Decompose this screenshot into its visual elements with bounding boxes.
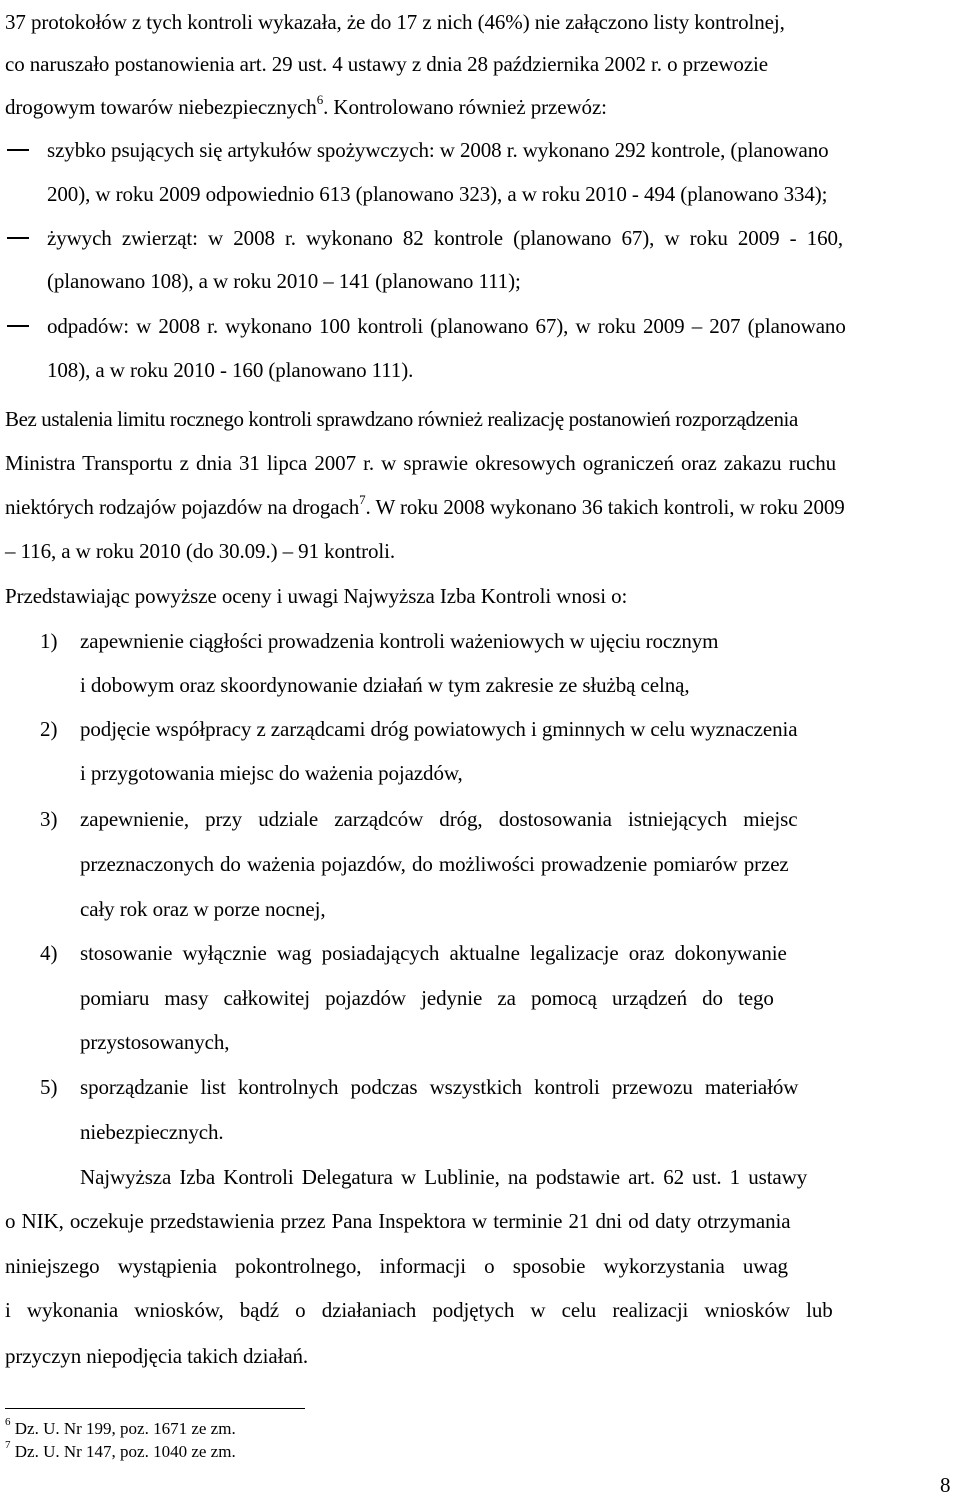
dash-bullet xyxy=(7,149,29,151)
text: . W roku 2008 wykonano 36 takich kontroli, w roku 2009 xyxy=(365,495,845,519)
paragraph-line xyxy=(5,493,845,521)
paragraph-line xyxy=(5,405,798,433)
bullet-line xyxy=(47,136,955,164)
footnote-number: 6 xyxy=(5,1416,11,1429)
list-item-line xyxy=(80,850,789,878)
bullet-line xyxy=(47,224,955,252)
paragraph-line xyxy=(5,449,836,477)
bullet-line xyxy=(47,267,521,295)
list-item-line xyxy=(80,671,689,699)
text: i wykonania wniosków, bądź o działaniach podjętych w celu realizacji wniosków lub xyxy=(5,1298,833,1322)
list-number: 5) xyxy=(40,1075,58,1099)
list-item-line xyxy=(80,1118,224,1146)
paragraph-line xyxy=(5,1252,788,1280)
text: żywych zwierząt: w 2008 r. wykonano 82 kontrole (planowano 67), w roku 2009 - 160, xyxy=(47,226,844,250)
text: odpadów: w 2008 r. wykonano 100 kontroli (planowano 67), w roku 2009 – 207 (planowano xyxy=(47,314,846,338)
text: Ministra Transportu z dnia 31 lipca 2007 r. w sprawie okresowych ograniczeń oraz zakazu ruchu xyxy=(5,451,837,475)
text: Najwyższa Izba Kontroli Delegatura w Lublinie, na podstawie art. 62 ust. 1 ustawy xyxy=(80,1165,808,1189)
dash-bullet xyxy=(7,237,29,239)
list-item-line xyxy=(80,627,955,655)
paragraph-line xyxy=(5,582,627,610)
text: Bez ustalenia limitu rocznego kontroli sprawdzano również realizację postanowień rozporządzenia xyxy=(5,407,798,431)
paragraph-line xyxy=(5,1296,833,1324)
text: zapewnienie ciągłości prowadzenia kontroli ważeniowych w ujęciu rocznym xyxy=(80,629,719,653)
dash-bullet xyxy=(7,325,29,327)
footnote-ref-6: 6 xyxy=(316,92,324,107)
page-number: 8 xyxy=(940,1473,951,1497)
footnote-6 xyxy=(5,1418,236,1440)
bullet-line xyxy=(47,312,955,340)
text: niektórych rodzajów pojazdów na drogach xyxy=(5,495,360,519)
text: niebezpiecznych. xyxy=(80,1120,224,1144)
text: (planowano 108), a w roku 2010 – 141 (planowano 111); xyxy=(47,269,521,293)
list-item-line xyxy=(80,759,463,787)
list-item-line xyxy=(80,1073,798,1101)
paragraph-line xyxy=(5,93,607,121)
footnote-ref-7: 7 xyxy=(359,492,366,507)
paragraph-line xyxy=(5,8,955,36)
text: 108), a w roku 2010 - 160 (planowano 111). xyxy=(47,358,414,382)
text: cały rok oraz w porze nocnej, xyxy=(80,897,326,921)
list-number: 2) xyxy=(40,717,58,741)
bullet-line xyxy=(47,180,955,208)
text: szybko psujących się artykułów spożywczych: w 2008 r. wykonano 292 kontrole, (planowano xyxy=(47,138,829,162)
text: 200), w roku 2009 odpowiednio 613 (planowano 323), a w roku 2010 - 494 (planowano 334); xyxy=(47,182,828,206)
text: zapewnienie, przy udziale zarządców dróg, dostosowania istniejących miejsc xyxy=(80,807,798,831)
footnote-text: Dz. U. Nr 199, poz. 1671 ze zm. xyxy=(10,1419,236,1438)
text: niniejszego wystąpienia pokontrolnego, informacji o sposobie wykorzystania uwag xyxy=(5,1254,788,1278)
paragraph-line xyxy=(80,1163,807,1191)
footnote-number: 7 xyxy=(5,1439,11,1452)
text: pomiaru masy całkowitej pojazdów jedynie za pomocą urządzeń do tego xyxy=(80,986,774,1010)
text: – 116, a w roku 2010 (do 30.09.) – 91 kontroli. xyxy=(5,539,395,563)
text: . Kontrolowano również przewóz: xyxy=(323,95,607,119)
text: stosowanie wyłącznie wag posiadających aktualne legalizacje oraz dokonywanie xyxy=(80,941,787,965)
text: o NIK, oczekuje przedstawienia przez Pana Inspektora w terminie 21 dni od daty otrzymania xyxy=(5,1209,791,1233)
text: 37 protokołów z tych kontroli wykazała, że do 17 z nich (46%) nie załączono listy kontrolnej, xyxy=(5,10,785,34)
list-item-line xyxy=(80,1028,229,1056)
text: przystosowanych, xyxy=(80,1030,230,1054)
bullet-line xyxy=(47,356,413,384)
text: co naruszało postanowienia art. 29 ust. 4 ustawy z dnia 28 października 2002 r. o przewozie xyxy=(5,52,768,76)
paragraph-line xyxy=(5,1207,790,1235)
text: i dobowym oraz skoordynowanie działań w tym zakresie ze służbą celną, xyxy=(80,673,690,697)
text: Przedstawiając powyższe oceny i uwagi Najwyższa Izba Kontroli wnosi o: xyxy=(5,584,628,608)
text: sporządzanie list kontrolnych podczas wszystkich kontroli przewozu materiałów xyxy=(80,1075,799,1099)
paragraph-line xyxy=(5,50,955,78)
text: przyczyn niepodjęcia takich działań. xyxy=(5,1344,309,1368)
list-number: 3) xyxy=(40,807,58,831)
list-number: 4) xyxy=(40,941,58,965)
list-item-line xyxy=(80,984,774,1012)
text: i przygotowania miejsc do ważenia pojazdów, xyxy=(80,761,463,785)
list-item-line xyxy=(80,939,787,967)
list-item-line xyxy=(80,805,955,833)
paragraph-line xyxy=(5,1342,308,1370)
text: przeznaczonych do ważenia pojazdów, do możliwości prowadzenie pomiarów przez xyxy=(80,852,789,876)
list-item-line xyxy=(80,715,797,743)
footnote-separator xyxy=(5,1408,305,1409)
text: podjęcie współpracy z zarządcami dróg powiatowych i gminnych w celu wyznaczenia xyxy=(80,717,798,741)
footnote-text: Dz. U. Nr 147, poz. 1040 ze zm. xyxy=(10,1442,236,1461)
footnote-7 xyxy=(5,1441,236,1463)
text: drogowym towarów niebezpiecznych xyxy=(5,95,317,119)
list-item-line xyxy=(80,895,325,923)
list-number: 1) xyxy=(40,629,58,653)
paragraph-line xyxy=(5,537,395,565)
